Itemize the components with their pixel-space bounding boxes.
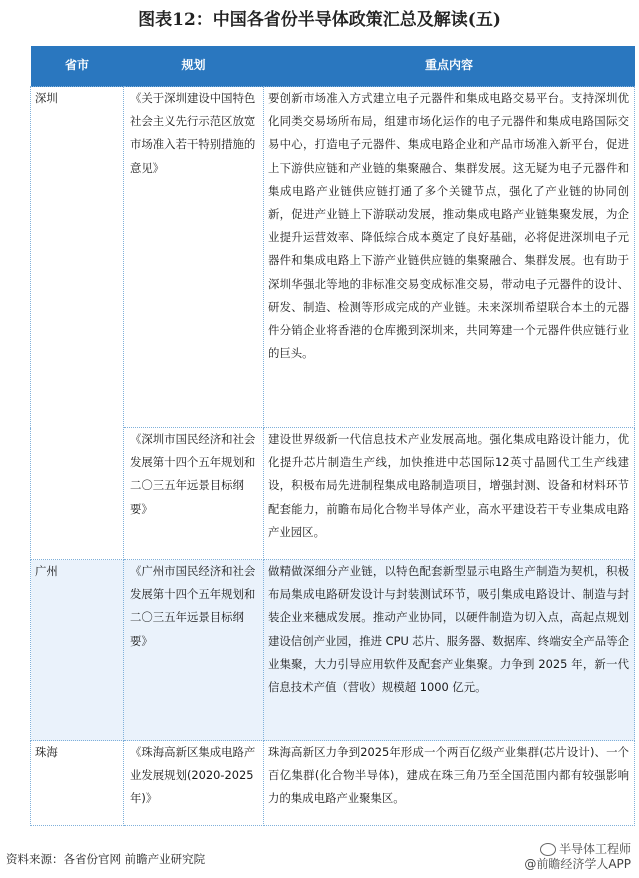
city-cell-zhuhai: 珠海 <box>31 741 124 826</box>
page-title: 图表12：中国各省份半导体政策汇总及解读(五) <box>138 10 501 30</box>
plan-cell: 《珠海高新区集成电路产业发展规划(2020-2025年)》 <box>124 741 264 826</box>
brand-name: 半导体工程师 <box>558 842 631 856</box>
plan-cell: 《关于深圳建设中国特色社会主义先行示范区放宽市场准入若干特别措施的意见》 <box>124 87 264 428</box>
brand-line-1 <box>524 842 631 857</box>
content-cell: 珠海高新区力争到2025年形成一个两百亿级产业集群(芯片设计)、一个百亿集群(化合物半导体)，建成在珠三角乃至全国范围内都有较强影响力的集成电路产业聚集区。 <box>264 741 635 826</box>
content-cell: 要创新市场准入方式建立电子元器件和集成电路交易平台。支持深圳优化同类交易场所布局，组建市场化运作的电子元器件和集成电路国际交易中心，打造电子元器件、集成电路企业和产品市场准入新平台，促进上下游供应链和产业链的集聚融合、集群发展。这无疑为电子元器件和集成电路产业链供应链打通了多个关键节点，强化了产业链的协同创新，促进产业链上下游联动发展，推动集成电路产业链集聚发展，为企业提升运营效率、降低综合成本奠定了良好基础，必将促进深圳电子元器件和集成电路上下游产业链供应链的集聚融合、集群发展。也有助于深圳华强北等地的非标准交易变成标准交易，带动电子元器件的设计、研发、制造、检测等形成完成的产业链。未来深圳希望联合本土的元器件分销企业将香港的仓库搬到深圳来，共同筹建一个元器件供应链行业的巨头。 <box>264 87 635 428</box>
content-cell: 做精做深细分产业链，以特色配套新型显示电路生产制造为契机，积极布局集成电路研发设计与封装测试环节，吸引集成电路设计、制造与封装企业来穗成发展。推动产业协同，以硬件制造为切入点，高起点规划建设信创产业园，推进 CPU 芯片、服务器、数据库、终端安全产品等企业集聚，大力引导应用软件及配套产业集聚。力争到 2025 年，新一代信息技术产值（营收）规模超 1000 亿元。 <box>264 560 635 741</box>
brand-line-2: @前瞻经济学人APP <box>524 857 631 871</box>
brand-watermark <box>524 842 631 872</box>
table-header-row <box>31 46 635 87</box>
table-row <box>31 560 635 741</box>
source-note: 资料来源：各省份官网 前瞻产业研究院 <box>6 852 206 866</box>
content-cell: 建设世界级新一代信息技术产业发展高地。强化集成电路设计能力，优化提升芯片制造生产线，加快推进中芯国际12英寸晶圆代工生产线建设，积极布局先进制程集成电路制造项目，增强封测、设备和材料环节配套能力，前瞻布局化合物半导体产业，高水平建设若干专业集成电路产业园区。 <box>264 428 635 560</box>
header-content: 重点内容 <box>264 46 635 87</box>
header-plan: 规划 <box>124 46 264 87</box>
table-row <box>31 741 635 826</box>
header-city: 省市 <box>31 46 124 87</box>
wechat-icon <box>540 843 556 856</box>
policy-table <box>30 46 635 826</box>
plan-cell: 《广州市国民经济和社会发展第十四个五年规划和二〇三五年远景目标纲要》 <box>124 560 264 741</box>
table-row <box>31 87 635 428</box>
plan-cell: 《深圳市国民经济和社会发展第十四个五年规划和二〇三五年远景目标纲要》 <box>124 428 264 560</box>
city-cell-shenzhen: 深圳 <box>31 87 124 560</box>
city-cell-guangzhou: 广州 <box>31 560 124 741</box>
